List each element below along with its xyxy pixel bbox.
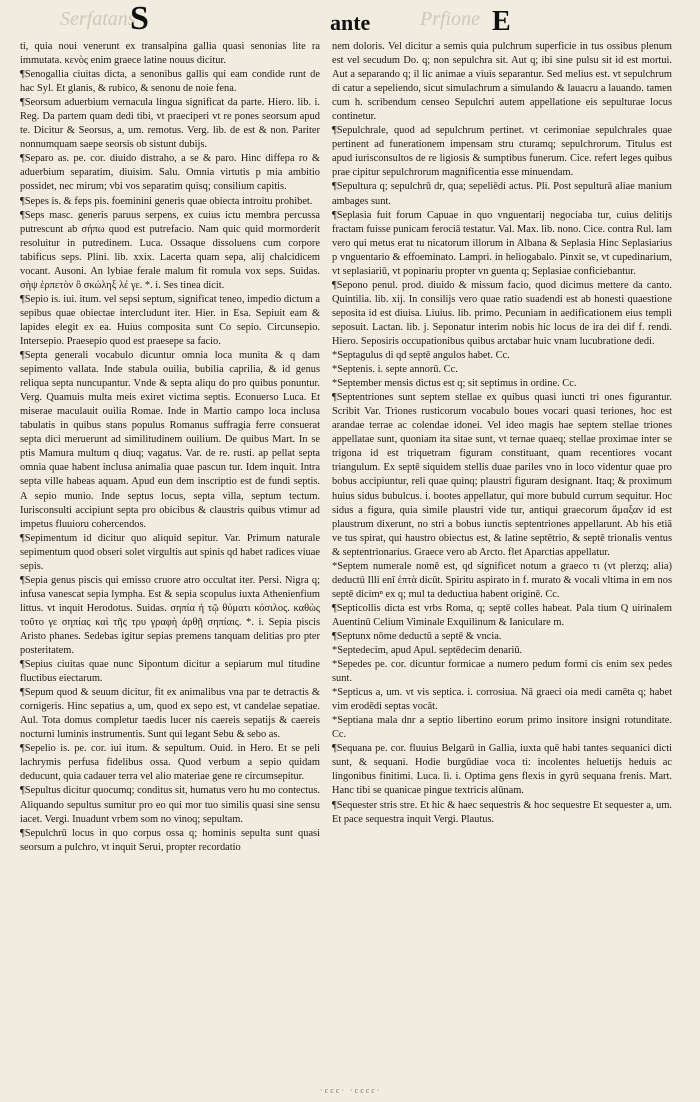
dictionary-entry: *September mensis dictus est q; sit septimus in ordine. Cc. (332, 378, 577, 390)
dictionary-entry: ¶Seorsum aduerbium vernacula lingua significat da parte. Hiero. lib. i. Reg. Da partem quam dedi tibi, vt praeciperi vt re pones seorsum apud te. Dicitur & Seorsus, a, um. remotus. Verg. lib. de est & non. Pariter nonnumquam saepe seorsis ob sistunt dubijs. (20, 97, 320, 151)
right-column (332, 40, 672, 827)
dictionary-entry: ¶Septentriones sunt septem stellae ex quibus quasi iuncti tri ones figurantur. Scribit Var. Triones rusticorum vocabulo boues vocari quasi teriones, hoc est arandae terrae ac colendae idonei. Vel ideo magis hae septem stellae triones appellatae sunt, quoniam ita sitae sunt, vt ternae quaeq; stellae proximae inter se trigona id est triquetram figuram constituant, quam recentiores vocant triangulum. Ex septē siquidem stellis duae pariles vno in loco videntur quae pro bobus accipiuntur, reli quae quinq; plaustri figuram designant. Itaq; & proximum huius sidus bubulcus. i. bootes appellatur, qui more bubuld currum sequitur. Hoc sidus a figura, quia simile plaustri vide tur, antiqui graecorum ἅμαξαν id est plaustrum dixerunt, no stri a bobus iunctis septentriones appellarunt. Ab his etiā ve tus spirat, qui haustro obiectus est, & latine septētrio, & septē trionalis ventus & septentrionarius. Graece vero ab Arcto. flet Aparctias appellatur. (332, 392, 672, 558)
dictionary-entry: ¶Senogallia ciuitas dicta, a senonibus gallis qui eam condide runt de hac Syl. Et glanis, & rubico, & senonu de noie fena. (20, 69, 320, 95)
dictionary-entry: *Septagulus di qd septē angulos habet. Cc. (332, 350, 510, 362)
dictionary-entry: ¶Sequana pe. cor. fluuius Belgarū in Gallia, iuxta quē habi tantes sequanici dicti sunt, & sequani. Hodie burgūdiae voca ti: incolentes heluetijs heduis ac lingonibus finitimi. Luca. li. i. Optima gens flexis in gyrū sequana frenis. Mart. Hanc tibi se quanicae pingue textricis alūnam. (332, 743, 672, 797)
dictionary-entry: ¶Sepulchrale, quod ad sepulchrum pertinet. vt cerimoniae sepulchrales quae pertinent ad funerationem impensam stru cturamq; sepulchrorum. Titulus est apud iurisconsultos de re ligiosis & sumptibus funerum. Cice. refert leges quibus prae cipitur sepulchrorum magnificentia esse minuendam. (332, 125, 672, 179)
dictionary-entry: ¶Septicollis dicta est vrbs Roma, q; septē colles habeat. Pala tium Q uirinalem Auentinū Celium Viminale Exquilinum & Ianiculare m. (332, 602, 672, 628)
dictionary-entry: *Septem numerale nomē est, qd significet notum a graeco τι (vt plerzq; alia) deductū Illi enī ἑπτὰ dicūt. Spiritu aspirato in f. murato & vocali vltima in em nos septē dicimⁿ ex q; mul ta deductiua habent originē. Cc. (332, 560, 672, 600)
show-through-text: Serfatans (60, 8, 136, 30)
dictionary-entry: ¶Separo as. pe. cor. diuido distraho, a se & paro. Hinc diffepa ro & aduerbium separatim, diuisim. Salu. Omnia virtutis p mia ambitio possidet, nec mirum; vbi vos separatim quisq; consilium capitis. (20, 153, 320, 193)
dictionary-entry: ¶Sepum quod & seuum dicitur, fit ex animalibus vna par te detractis & cornigeris. Hinc sepatius a, um, quod ex sepo est, vt candelae sepatiae. Aul. Tota domus completur taedis lucer nis caereis sepatijs & caereis nocturni luminis instrumentis. Sunt qui legant Sebu & sebo as. (20, 687, 320, 741)
dictionary-entry: ¶Sepultura q; sepulchrū dr, qua; sepeliēdi actus. Pli. Post sepulturā aliae manium ambages sunt. (332, 181, 672, 207)
dictionary-entry: ¶Seps masc. generis paruus serpens, ex cuius ictu membra percussa putrescunt ab σήπω quod est putrefacio. Nam quic quid mormorderit resoluitur in putredinem. Luca. Ossaque dissoluens cum corpore tabificus seps. Plini. lib. xxix. Lacerta quam sepa, alij chalcidicem vocant. Ausoni. An lybiae ferale malum fit romula vox seps. Suidas. σὴψ ἑρπετὸν ὃ σκώληξ λέ γε. *. i. Ses tinea dicit. (20, 209, 320, 291)
dictionary-entry: ¶Septa generali vocabulo dicuntur omnia loca munita & q dam sepimento vallata. Inde stabula ouilia, bubilia caprilia, & id genus reliqua septa nuncupantur. Vnde & septa aliqu do pro quibus ponuntur. Verg. Quamuis multa meis exiret victima septis. Econuerso Luca. Et miserae maculauit ouilia Romae. Inde in Martio campo loca inclusa tabulatis in quibus stans populus Romanus suffragia ferre consuerat septa dici meruerunt ad similitudinem ouilium. De quibus Mart. In se ptis Mamura multum q diuq; vagatus. Var. de re. rusti. ap pellat septa omnia quae habent inclusa animalia quae pascun tur. Idem inquit. Intra septa ville habeas aquam. Apud eun dem inscriptio est de fundi septis. A sepio munio. Inde septus locus, septa villa, septum tectum. Iurisconsulti accipiunt septa pro obicibus & claustris quibus vtimur ad impetus fluuioru cohercendos. (20, 350, 320, 530)
dictionary-entry: *Septenis. i. septe annorū. Cc. (332, 364, 458, 376)
dictionary-entry: ¶Sepia genus piscis qui emisso cruore atro occultat iter. Persi. Nigra q; infusa vanescat sepia lympha. Est & sepia scopulus iuxta Athenienfium littus. vt inquit Herodotus. Suidas. σηπία ἡ τῷ θύματι κόσιλος. καθὼς τοῦτο γε σηπίας καὶ τῆς τρυ γραφὴ ἀρθῇ σηπίαις. *. i. Sepia piscis Aristo phanes. Sedebas igitur sepias premens tanquam delitias pro pter posteritatem. (20, 574, 320, 657)
dictionary-entry: *Sepedes pe. cor. dicuntur formicae a numero pedum formi cis enim sex pedes sunt. (332, 659, 672, 685)
show-through-text: Prfione (420, 8, 480, 30)
dictionary-entry: ¶Sepimentum id dicitur quo aliquid sepitur. Var. Primum naturale sepimentum quod obseri solet virgultis aut spinis qd habet radices viuae sepis. (20, 532, 320, 572)
dictionary-entry: ¶Seplasia fuit forum Capuae in quo vnguentarij negociaba tur, cuius delitijs fractam fuisse punicam ferociā testatur. Val. Max. lib. nono. Cice. contra Rul. lam vero qui metus erat tu nicatorum illorum in Albana & Seplasia Hinc Seplasiarius p vnguentario & effoeminato. Lampri. in heliogabalo. Pinxit se, vt cupedinarium, vt seplasiariū, vt popinariu propter vn guenta q; Seplasiae conficiebantur. (332, 209, 673, 277)
dictionary-entry: ti, quia noui venerunt ex transalpina gallia quasi senonias lite ra immutata. κενὸς enim graece latine nouus dicitur. (20, 41, 320, 67)
header-word: ante (330, 10, 371, 35)
dictionary-entry: ¶Sepio is. iui. itum. vel sepsi septum, significat teneo, impedio dictum a sepibus quae obiectae intercludunt iter. Hier. in Esa. Sepiuit eam & lapides elegit ex ea. Huius composita sunt Co sepio. Circunsepio. Intersepio. Praesepio quod est praesepe sa facio. (20, 293, 320, 347)
dictionary-entry: ¶Septunx nōme deductū a septē & vncia. (332, 630, 502, 642)
dictionary-entry: ¶Sepelio is. pe. cor. iui itum. & sepultum. Ouid. in Hero. Et se peli lachrymis perfusa fidelibus ossa. Quod verbum a sepio quidam deducunt, quia cadauer terra vel alio materiae gene re circumsepitur. (20, 743, 320, 783)
header-letter-right: E (492, 6, 511, 37)
dictionary-entry: *Septedecim, apud Apul. septēdecim denariū. (332, 645, 523, 657)
dictionary-entry: *Septiana mala dnr a septio libertino eorum primo insitore insigni rotunditate. Cc. (332, 715, 672, 741)
left-column (20, 40, 320, 855)
dictionary-entry: ¶Sepius ciuitas quae nunc Sipontum dicitur a sepiarum mul titudine fluctibus eiectarum. (20, 659, 320, 685)
header-letter-left: S (130, 0, 149, 37)
dictionary-entry: ¶Sepes is. & feps pis. foeminini generis quae obiecta introitu prohibet. (20, 195, 313, 207)
dictionary-entry: ¶Sepono penul. prod. diuido & missum facio, quod dicimus mettere da canto. Quintilia. lib. xij. In consilijs vero quae ratio suadendi est ab honesti quaestione seposita id est diuisa. Liuius. lib. primo. Pecuniam in aedificationem eius templi seposuit. Lactan. lib. j. Seponatur interim nobis hic locus de ira dei dif f. rendi. Hiero. Seposiris occupationibus quibus arctabar huic vnam lucubratione dedi. (332, 279, 672, 347)
dictionary-entry: ¶Sequester stris stre. Et hic & haec sequestris & hoc sequestre Et sequester a, um. Et pace sequestra inquit Vergi. Plautus. (332, 799, 672, 825)
dictionary-entry: *Septicus a, um. vt vis septica. i. corrosiua. Nā graeci oia medi camēta q; habet vim erodēdi septas vocāt. (332, 687, 672, 713)
dictionary-entry: ¶Sepulchrū locus in quo corpus ossa q; hominis sepulta sunt quasi seorsum a pulchro, vt inquit Serui, propter recordatio (20, 827, 320, 853)
dictionary-entry: nem doloris. Vel dicitur a semis quia pulchrum superficie in tus ossibus plenum est vel secudum Do. q; non sepulchra sit. Aut q; ibi sine pulsu sit id est mortui. Aut a separando q; il lic animae a viuis separantur. Sed melius est. vt sepulchrum di catur a sepeliendo, sicut simulachrum a simulando & lauacru a lauando. tamen cum h. scribendum censeo Sepulchri autem appellatione eis sepulturae locus continetur. (332, 41, 672, 123)
dictionary-entry: ¶Sepultus dicitur quocumq; conditus sit, humatus vero hu mo contectus. Aliquando sepultus sumitur pro eo qui mor tuo similis quasi sine sensu iacet. Vergi. Inuadunt vrbem som no vinoq; sepultam. (20, 785, 320, 825)
signature-mark: ·ccc· ·cccc· (320, 1086, 382, 1095)
running-header (0, 0, 700, 40)
